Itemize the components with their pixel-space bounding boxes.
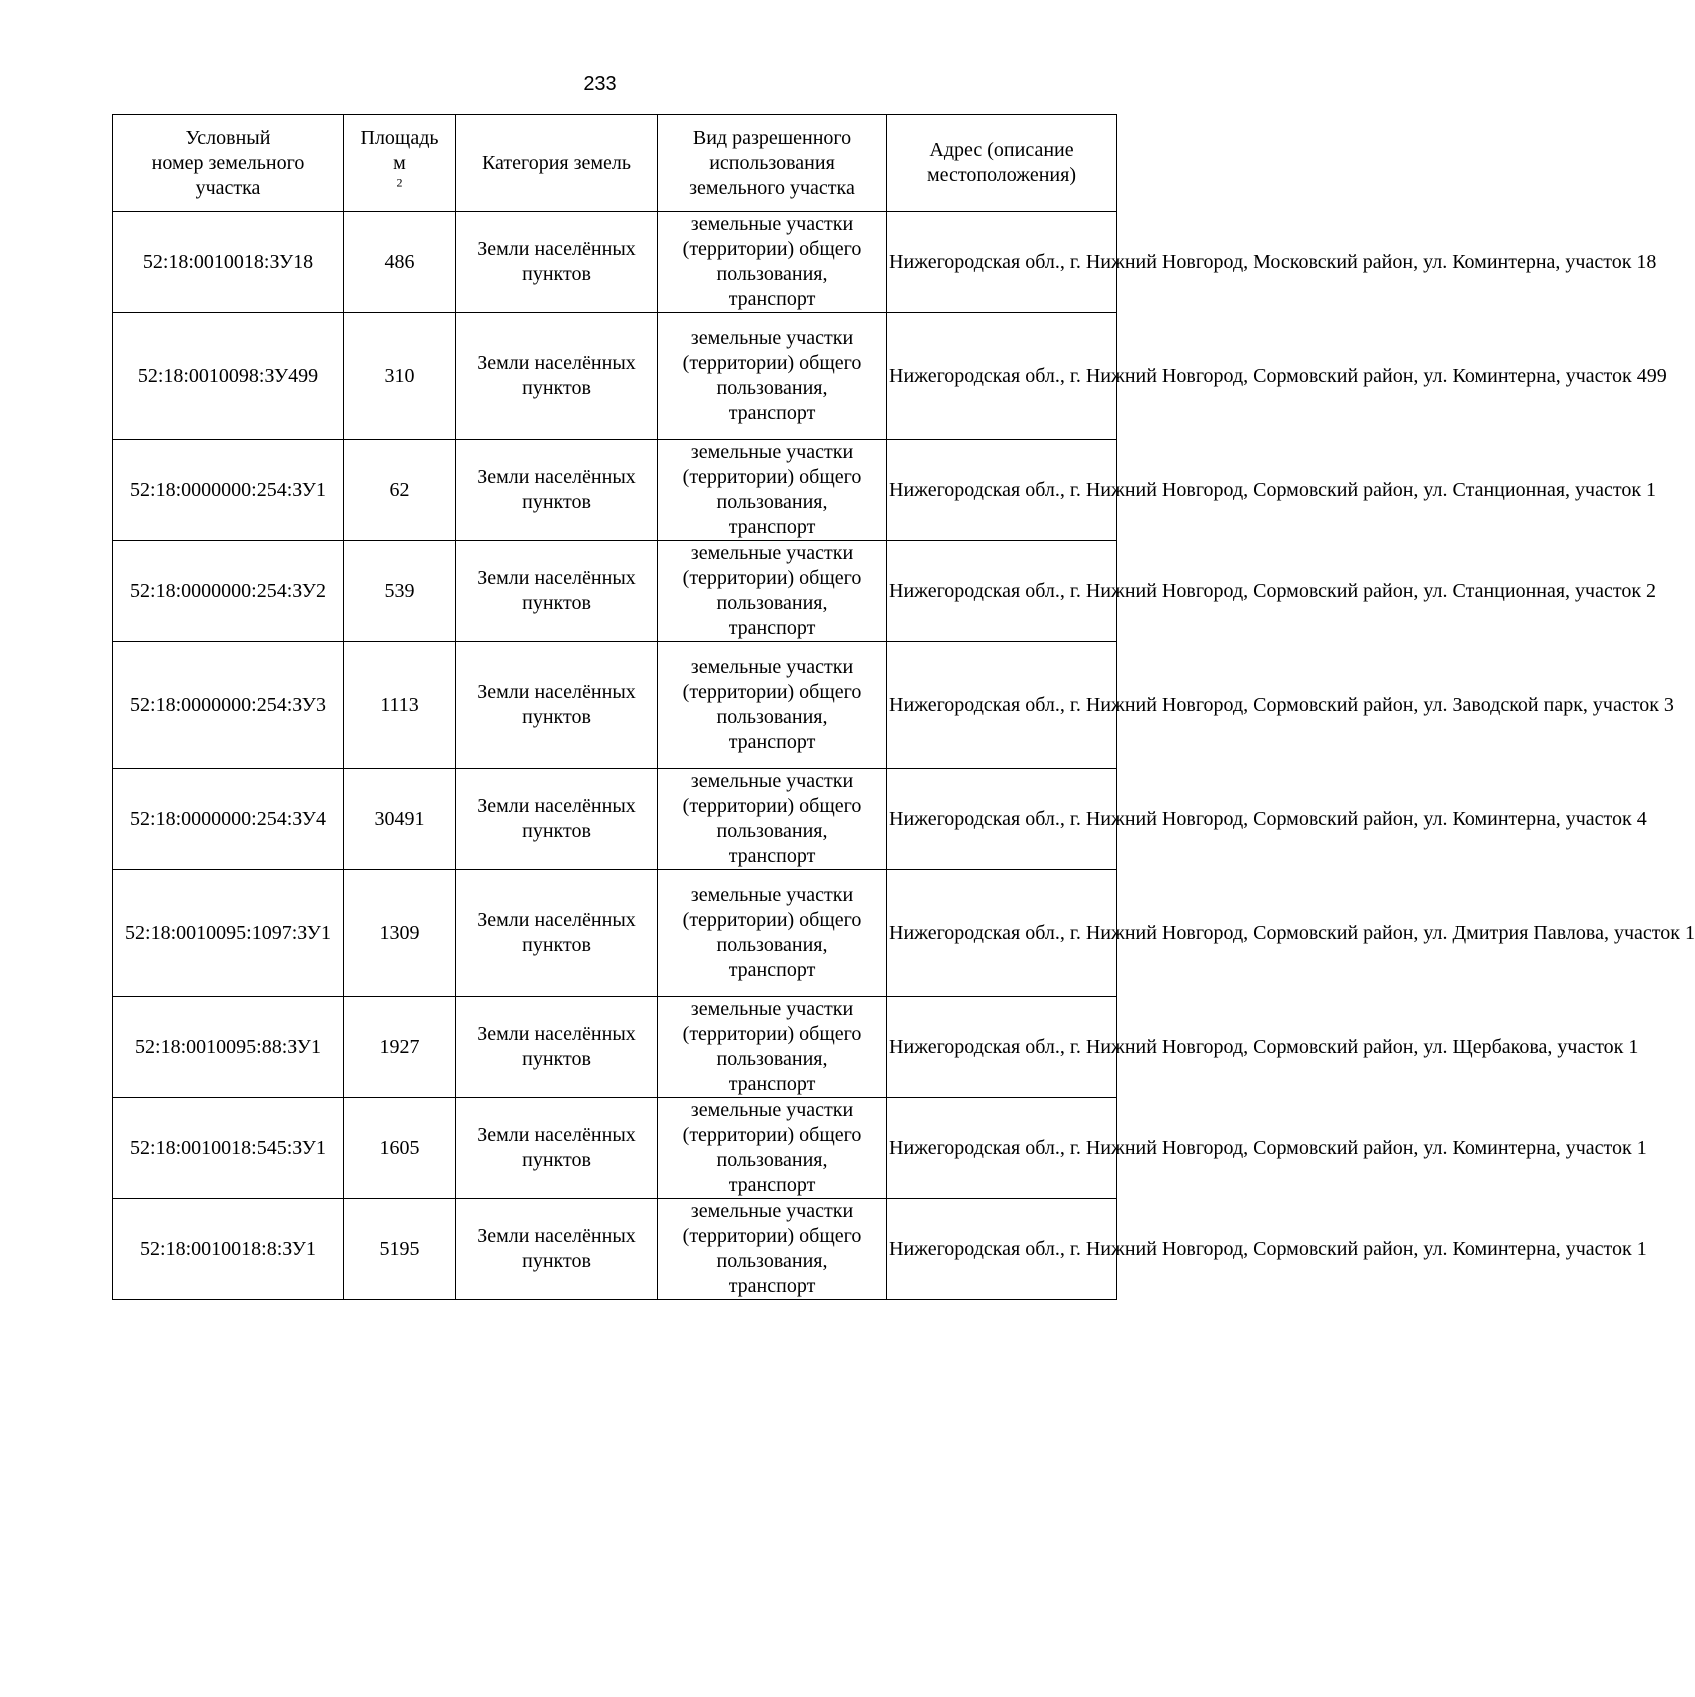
cell-address: Нижегородская обл., г. Нижний Новгород, Сормовский район, ул. Коминтерна, участок 499 (887, 313, 1117, 440)
cell-area: 1113 (344, 642, 456, 769)
header-land-category: Категория земель (456, 115, 658, 212)
cell-plot-number: 52:18:0010098:ЗУ499 (113, 313, 344, 440)
cell-plot-number: 52:18:0010018:8:ЗУ1 (113, 1199, 344, 1300)
cell-plot-number: 52:18:0010095:88:ЗУ1 (113, 997, 344, 1098)
table-row (113, 440, 1117, 541)
cell-land-category: Земли населённых пунктов (456, 1199, 658, 1300)
land-plots-table (112, 114, 1695, 1300)
cell-address: Нижегородская обл., г. Нижний Новгород, Сормовский район, ул. Коминтерна, участок 1 (887, 1098, 1117, 1199)
table-row (113, 1098, 1117, 1199)
cell-plot-number: 52:18:0000000:254:ЗУ3 (113, 642, 344, 769)
cell-permitted-use: земельные участки (территории) общего пользования, транспорт (658, 440, 887, 541)
cell-permitted-use: земельные участки (территории) общего пользования, транспорт (658, 997, 887, 1098)
cell-permitted-use: земельные участки (территории) общего пользования, транспорт (658, 1199, 887, 1300)
header-plot-number: Условный номер земельного участка (113, 115, 344, 212)
table-body (113, 212, 1695, 1300)
cell-permitted-use: земельные участки (территории) общего пользования, транспорт (658, 769, 887, 870)
cell-land-category: Земли населённых пунктов (456, 212, 658, 313)
cell-address: Нижегородская обл., г. Нижний Новгород, Сормовский район, ул. Станционная, участок 2 (887, 541, 1117, 642)
cell-land-category: Земли населённых пунктов (456, 870, 658, 997)
cell-permitted-use: земельные участки (территории) общего пользования, транспорт (658, 1098, 887, 1199)
cell-area: 1927 (344, 997, 456, 1098)
cell-land-category: Земли населённых пунктов (456, 313, 658, 440)
cell-area: 62 (344, 440, 456, 541)
table-row (113, 212, 1117, 313)
cell-address: Нижегородская обл., г. Нижний Новгород, Московский район, ул. Коминтерна, участок 18 (887, 212, 1117, 313)
table-row (113, 313, 1117, 440)
header-row (113, 115, 1117, 212)
cell-permitted-use: земельные участки (территории) общего пользования, транспорт (658, 541, 887, 642)
area-unit-superscript: 2 (396, 174, 403, 189)
cell-permitted-use: земельные участки (территории) общего пользования, транспорт (658, 642, 887, 769)
cell-land-category: Земли населённых пунктов (456, 997, 658, 1098)
table-row (113, 541, 1117, 642)
cell-address: Нижегородская обл., г. Нижний Новгород, Сормовский район, ул. Заводской парк, участок 3 (887, 642, 1117, 769)
table-row (113, 1199, 1117, 1300)
cell-plot-number: 52:18:0010095:1097:ЗУ1 (113, 870, 344, 997)
header-permitted-use: Вид разрешенного использования земельного участка (658, 115, 887, 212)
cell-permitted-use: земельные участки (территории) общего пользования, транспорт (658, 313, 887, 440)
cell-plot-number: 52:18:0000000:254:ЗУ4 (113, 769, 344, 870)
cell-address: Нижегородская обл., г. Нижний Новгород, Сормовский район, ул. Дмитрия Павлова, участок 1 (887, 870, 1117, 997)
header-address: Адрес (описание местоположения) (887, 115, 1117, 212)
cell-plot-number: 52:18:0010018:ЗУ18 (113, 212, 344, 313)
cell-area: 1309 (344, 870, 456, 997)
cell-address: Нижегородская обл., г. Нижний Новгород, Сормовский район, ул. Станционная, участок 1 (887, 440, 1117, 541)
cell-permitted-use: земельные участки (территории) общего пользования, транспорт (658, 212, 887, 313)
cell-plot-number: 52:18:0000000:254:ЗУ2 (113, 541, 344, 642)
cell-area: 310 (344, 313, 456, 440)
cell-area: 1605 (344, 1098, 456, 1199)
cell-address: Нижегородская обл., г. Нижний Новгород, Сормовский район, ул. Коминтерна, участок 4 (887, 769, 1117, 870)
table-row (113, 997, 1117, 1098)
cell-address: Нижегородская обл., г. Нижний Новгород, Сормовский район, ул. Щербакова, участок 1 (887, 997, 1117, 1098)
page-number: 233 (583, 73, 617, 95)
cell-plot-number: 52:18:0010018:545:ЗУ1 (113, 1098, 344, 1199)
cell-area: 5195 (344, 1199, 456, 1300)
cell-land-category: Земли населённых пунктов (456, 541, 658, 642)
cell-area: 486 (344, 212, 456, 313)
header-area: Площадь м $^2$ (344, 115, 456, 212)
table-header (113, 115, 1117, 212)
cell-land-category: Земли населённых пунктов (456, 440, 658, 541)
cell-land-category: Земли населённых пунктов (456, 1098, 658, 1199)
table-row (113, 769, 1117, 870)
cell-land-category: Земли населённых пунктов (456, 642, 658, 769)
table-row (113, 870, 1117, 997)
table-row (113, 642, 1117, 769)
cell-area: 539 (344, 541, 456, 642)
cell-area: 30491 (344, 769, 456, 870)
cell-land-category: Земли населённых пунктов (456, 769, 658, 870)
cell-permitted-use: земельные участки (территории) общего пользования, транспорт (658, 870, 887, 997)
cell-plot-number: 52:18:0000000:254:ЗУ1 (113, 440, 344, 541)
cell-address: Нижегородская обл., г. Нижний Новгород, Сормовский район, ул. Коминтерна, участок 1 (887, 1199, 1117, 1300)
